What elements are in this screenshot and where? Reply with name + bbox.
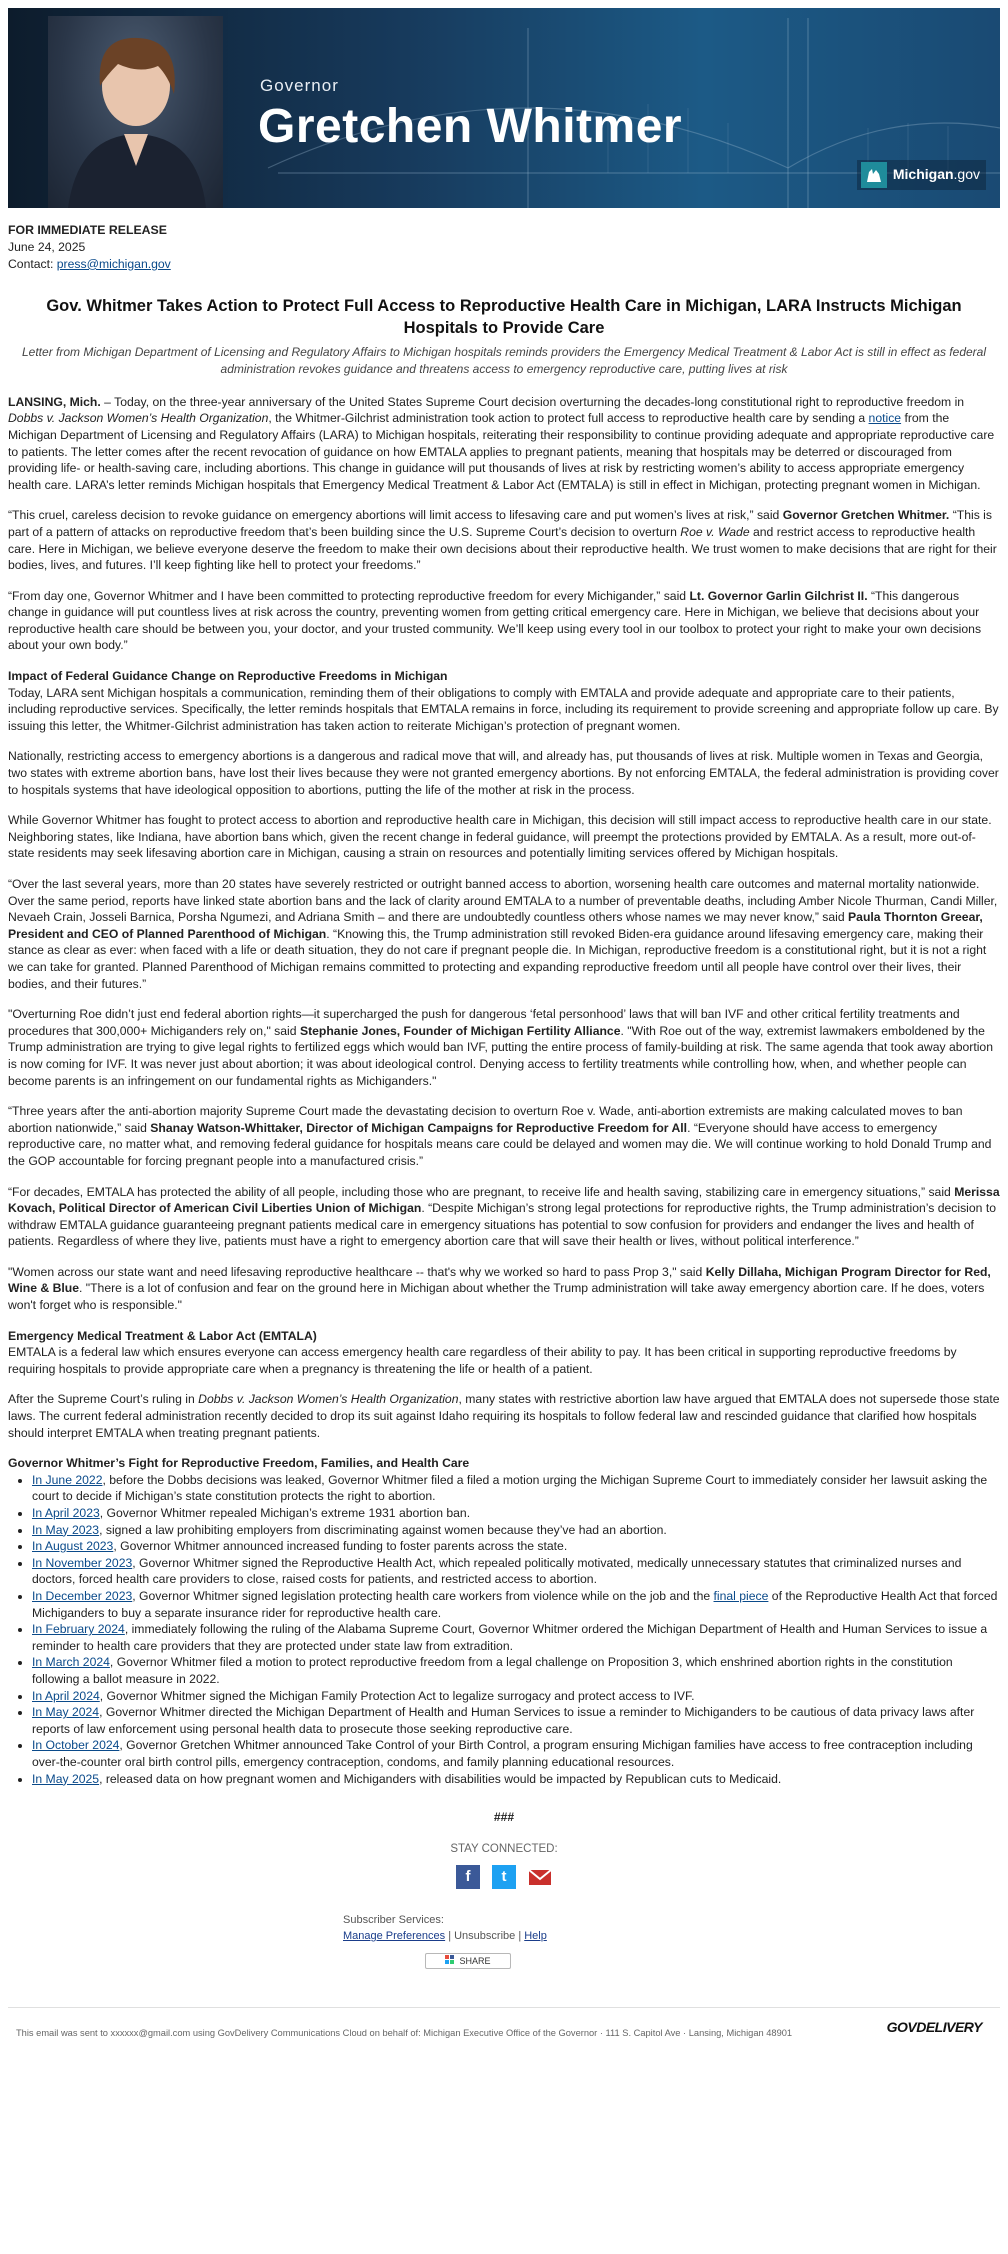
subscriber-label: Subscriber Services: — [343, 1914, 444, 1927]
notice-link[interactable]: notice — [868, 411, 902, 426]
paragraph-emtala-definition: EMTALA is a federal law which ensures everyone can access emergency health care regardless of their ability to pay. It has been critical in supporting reproductive freedoms by requiring hospitals to provide appropriate care when a pregnancy is threatening the life or health of a patient. — [8, 1345, 957, 1376]
list-item: • In May 2025, released data on how pregnant women and Michiganders with disabilities would be impacted by Republican cuts to Medicaid. — [32, 1771, 1000, 1788]
paragraph-national: Nationally, restricting access to emergency abortions is a dangerous and radical move that will, and already has, put thousands of lives at risk. Multiple women in Texas and Georgia, two states with extreme abortion bans, have lost their lives because they were not granted emergency abortions. By not enforcing EMTALA, the federal administration is providing cover to hospitals systems that have ideological opposition to abortions, putting the life of the mother at risk in the process. — [8, 749, 999, 797]
timeline-link[interactable]: In October 2024 — [32, 1738, 120, 1753]
paragraph-lara: Today, LARA sent Michigan hospitals a communication, reminding them of their obligations to comply with EMTALA and provide adequate and appropriate care to their patients, including reproductive services. Specifically, the letter reminds hospitals that EMTALA remains in force, including its requirement to provide screening and appropriate follow up care. By issuing this letter, the Whitmer-Gilchrist administration has taken action to reiterate Michigan’s protection of pregnant women. — [8, 685, 999, 733]
social-links — [8, 1865, 1000, 1889]
list-item: • In October 2024, Governor Gretchen Whitmer announced Take Control of your Birth Control, a program ensuring Michigan families have access to free contraception including over-the-counter oral birth control pills, emergency contraception, condoms, and family planning educational resources. — [32, 1737, 1000, 1770]
article-subtitle: Letter from Michigan Department of Licensing and Regulatory Affairs to Michigan hospitals reminds providers the Emergency Medical Treatment & Labor Act is still in effect as federal administration revokes guidance and threatens access to emergency reproductive care, putting lives at risk — [22, 345, 986, 376]
share-label: SHARE — [459, 1956, 491, 1967]
timeline-link[interactable]: In June 2022 — [32, 1472, 103, 1487]
quote-lt-governor: “From day one, Governor Whitmer and I have been committed to protecting reproductive freedom for every Michigander,” said Lt. Governor Garlin Gilchrist II. “This dangerous change in guidance will put countless lives at risk across the country, preventing women from getting critical emergency care. Here in Michigan, we believe that decisions about your reproductive health care should be between you, your doctor, and your trusted community. We’ll keep using every tool in our toolbox to protect your right to make your own decisions about your own body.” — [8, 588, 982, 653]
article-title: Gov. Whitmer Takes Action to Protect Full Access to Reproductive Health Care in Michigan, LARA Instructs Michigan Hospitals to Provide Care — [46, 296, 962, 338]
michigan-gov-logo[interactable] — [857, 160, 986, 190]
section-heading-emtala: Emergency Medical Treatment & Labor Act (EMTALA) — [8, 1328, 317, 1343]
separator: | — [448, 1930, 452, 1943]
paragraph-emtala-dobbs: After the Supreme Court’s ruling in Dobbs v. Jackson Women’s Health Organization, many states with restrictive abortion law have argued that EMTALA does not supersede those state laws. The current federal administration recently decided to drop its suit against Idaho requiring its hospitals to follow federal law and rescinded guidance that clarified how hospitals should interpret EMTALA when treating pregnant patients. — [8, 1392, 1000, 1440]
list-item: • In November 2023, Governor Whitmer signed the Reproductive Health Act, which repealed politically motivated, medically unnecessary statutes that criminalized nurses and doctors, forced health care providers to close, raised costs for patients, and restricted access to abortion. — [32, 1555, 1000, 1588]
release-header — [8, 222, 1000, 273]
contact-label: Contact: — [8, 256, 54, 271]
article-content — [0, 222, 1008, 1969]
timeline-link[interactable]: In May 2025 — [32, 1771, 100, 1786]
list-item: • In May 2024, Governor Whitmer directed the Michigan Department of Health and Human Services to issue a reminder to Michiganders to be cautious of data privacy laws after reports of law enforcement using personal health data to prosecute those seeking reproductive care. — [32, 1704, 1000, 1737]
release-date: June 24, 2025 — [8, 239, 86, 254]
stay-connected-label: STAY CONNECTED: — [450, 1842, 558, 1855]
timeline-link[interactable]: In November 2023 — [32, 1555, 133, 1570]
email-icon[interactable] — [528, 1865, 552, 1889]
end-mark: ### — [493, 1810, 515, 1825]
quote-governor: “This cruel, careless decision to revoke guidance on emergency abortions will limit access to lifesaving care and put women’s lives at risk,” said Governor Gretchen Whitmer. “This is part of a pattern of attacks on reproductive freedom that’s been building since the U.S. Supreme Court’s decision to overturn Roe v. Wade and restrict access to reproductive health care. Here in Michigan, we believe everyone deserve the freedom to make their own decisions about their reproductive health. We trust women to make decisions that are right for their bodies, lives, and futures. I’ll keep fighting like hell to protect your freedoms.” — [8, 508, 997, 573]
list-item: • In June 2022, before the Dobbs decisions was leaked, Governor Whitmer filed a filed a motion urging the Michigan Supreme Court to immediately consider her lawsuit asking the court to decide if Michigan’s state constitution protects the right to abortion. — [32, 1472, 1000, 1505]
michigan-gov-text: Michigan.gov — [892, 166, 980, 183]
section-heading-impact: Impact of Federal Guidance Change on Reproductive Freedoms in Michigan — [8, 669, 448, 684]
section-heading-fight: Governor Whitmer’s Fight for Reproductive Freedom, Families, and Health Care — [8, 1456, 470, 1471]
govdelivery-logo[interactable]: GOVDELIVERY — [886, 2019, 982, 2036]
footer — [8, 2007, 1000, 2039]
timeline-link[interactable]: In August 2023 — [32, 1539, 114, 1554]
timeline-link[interactable]: In April 2023 — [32, 1506, 100, 1520]
quote-fertility-alliance: "Overturning Roe didn’t just end federal abortion rights—it supercharged the push for dangerous ‘fetal personhood’ laws that will ban IVF and other critical fertility treatments and procedures that 300,000+ Michiganders rely on," said Stephanie Jones, Founder of Michigan Fertility Alliance. "With Roe out of the way, extremist lawmakers emboldened by the Trump administration are trying to give legal rights to fertilized eggs which would ban IVF, putting the entire process of family-building at risk. The same agenda that took away abortion is now coming for IVF. It was never just about abortion; it was about ideological control. Denying access to fertility treatments while controlling how, when, and whether people can become parents is an infringement on our fundamental rights as Michiganders." — [8, 1007, 993, 1088]
governor-title-label: Governor — [260, 76, 339, 95]
quote-planned-parenthood: “Over the last several years, more than 20 states have severely restricted or outright banned access to abortion, worsening health care outcomes and maternal mortality nationwide. Over the same period, reports have linked state abortion bans and the lack of clarity around EMTALA to a number of preventable deaths, including Amber Nicole Thurman, Candi Miller, Nevaeh Crain, Josseli Barnica, Porsha Ngumezi, and Adriana Smith – and there are undoubtedly countless others whose names we may never know,” said Paula Thornton Greear, President and CEO of Planned Parenthood of Michigan. “Knowing this, the Trump administration still revoked Biden-era guidance around lifesaving emergency care, making their stance as clear as ever: when faced with a life or death situation, they do not care if pregnant people die. In Michigan, reproductive freedom is a constitutional right, but it is not a right we can take for granted. Planned Parenthood of Michigan remains committed to protecting and expanding reproductive freedom until all people have control over their lives, their bodies, and their futures.” — [8, 877, 998, 991]
michigan-mitten-icon — [861, 162, 887, 188]
governor-name: Gretchen Whitmer — [258, 100, 683, 153]
final-piece-link[interactable]: final piece — [713, 1588, 769, 1603]
separator: | — [518, 1930, 522, 1943]
timeline-list — [8, 1472, 1000, 1787]
timeline-link[interactable]: In December 2023 — [32, 1588, 133, 1603]
manage-preferences-link[interactable]: Manage Preferences — [343, 1930, 446, 1943]
list-item: • In August 2023, Governor Whitmer announced increased funding to foster parents across the state. — [32, 1538, 1000, 1555]
list-item: • In April 2023, Governor Whitmer repealed Michigan’s extreme 1931 abortion ban. — [32, 1505, 1000, 1522]
timeline-link[interactable]: In February 2024 — [32, 1622, 125, 1637]
paragraph-neighboring-states: While Governor Whitmer has fought to protect access to abortion and reproductive health care in Michigan, this decision will still impact access to reproductive health care in our state. Neighboring states, like Indiana, have abortion bans which, given the recent change in federal guidance, will preempt the protections provided by EMTALA. As a result, more out-of-state residents may seek lifesaving abortion care in Michigan, causing a strain on resources and potentially limiting services offered by Michigan hospitals. — [8, 813, 992, 861]
paragraph-intro: LANSING, Mich. – Today, on the three-year anniversary of the United States Supreme Court decision overturning the decades-long constitutional right to reproductive freedom in Dobbs v. Jackson Women’s Health Organization, the Whitmer-Gilchrist administration took action to protect full access to reproductive health care by sending a notice from the Michigan Department of Licensing and Regulatory Affairs (LARA) to Michigan hospitals, reiterating their responsibility to continue providing adequate and appropriate reproductive care to patients. The letter comes after the recent revocation of guidance on how EMTALA applies to pregnant patients, meaning that hospitals may be deterred or discouraged from providing life- or health-saving care, including abortions. This change in guidance will put thousands of lives at risk by restricting women’s ability to access appropriate emergency health care. LARA’s letter reminds Michigan hospitals that Emergency Medical Treatment & Labor Act (EMTALA) is still in effect in Michigan, protecting pregnant women in Michigan. — [8, 394, 995, 492]
list-item: • In February 2024, immediately following the ruling of the Alabama Supreme Court, Governor Whitmer ordered the Michigan Department of Health and Human Services to issue a reminder to health care providers that they are protected under state law from extradition. — [32, 1621, 1000, 1654]
help-link[interactable]: Help — [524, 1930, 547, 1943]
list-item: • In May 2023, signed a law prohibiting employers from discriminating against women because they’ve had an abortion. — [32, 1522, 1000, 1539]
governor-banner — [8, 8, 1000, 208]
release-label: FOR IMMEDIATE RELEASE — [8, 223, 167, 237]
list-item: • In April 2024, Governor Whitmer signed the Michigan Family Protection Act to legalize surrogacy and protect access to IVF. — [32, 1688, 1000, 1705]
contact-email-link[interactable]: press@michigan.gov — [56, 256, 171, 271]
share-icon — [445, 1955, 455, 1968]
quote-reproductive-freedom: “Three years after the anti-abortion majority Supreme Court made the devastating decision to overturn Roe v. Wade, anti-abortion extremists are making calculated moves to ban abortion nationwide,” said Shanay Watson-Whittaker, Director of Michigan Campaigns for Reproductive Freedom for All. “Everyone should have access to emergency reproductive care, no matter what, and removing federal guidance for hospitals means care could be delayed and women may die. We will continue working to hold Donald Trump and the GOP accountable for forcing pregnant people into a manufactured crisis.” — [8, 1104, 992, 1168]
subscriber-links — [343, 1929, 1000, 1945]
list-item: • In December 2023, Governor Whitmer signed legislation protecting health care workers from violence while on the job and the final piece of the Reproductive Health Act that forced Michiganders to buy a separate insurance rider for reproductive health care. — [32, 1588, 1000, 1621]
unsubscribe-link[interactable]: Unsubscribe — [454, 1930, 516, 1943]
timeline-link[interactable]: In May 2024 — [32, 1705, 100, 1720]
twitter-icon[interactable]: t — [492, 1865, 516, 1889]
list-item: • In March 2024, Governor Whitmer filed a motion to protect reproductive freedom from a legal challenge on Proposition 3, which enshrined abortion rights in the constitution following a ballot measure in 2022. — [32, 1654, 1000, 1687]
governor-portrait — [48, 16, 223, 208]
quote-aclu: “For decades, EMTALA has protected the ability of all people, including those who are pregnant, to receive life and health saving, stabilizing care in emergency situations,” said Merissa Kovach, Political Director of American Civil Liberties Union of Michigan. “Despite Michigan’s strong legal protections for reproductive rights, the Trump administration’s decision to withdraw EMTALA guidance guaranteeing pregnant patients medical care in emergency situations has potential to sow confusion for providers and endanger the lives and health of patients. Regardless of where they live, patients must have a right to emergency abortion care that will save their health or lives, without political interference.” — [8, 1184, 1000, 1249]
footer-note: This email was sent to xxxxxx@gmail.com using GovDelivery Communications Cloud on behalf of: Michigan Executive Office of the Governor · 111 S. Capitol Ave · Lansing, Michigan 48901 — [16, 2027, 793, 2038]
timeline-link[interactable]: In April 2024 — [32, 1688, 100, 1703]
quote-red-wine-blue: "Women across our state want and need lifesaving reproductive healthcare -- that's why we worked so hard to pass Prop 3," said Kelly Dillaha, Michigan Program Director for Red, Wine & Blue. "There is a lot of confusion and fear on the ground here in Michigan about whether the Trump administration will take away emergency abortion care. If he does, voters won't forget who is responsible." — [8, 1264, 991, 1313]
share-button[interactable] — [425, 1953, 511, 1969]
timeline-link[interactable]: In March 2024 — [32, 1655, 110, 1670]
facebook-icon[interactable]: f — [456, 1865, 480, 1889]
subscriber-services — [343, 1913, 1000, 1945]
timeline-link[interactable]: In May 2023 — [32, 1522, 100, 1537]
